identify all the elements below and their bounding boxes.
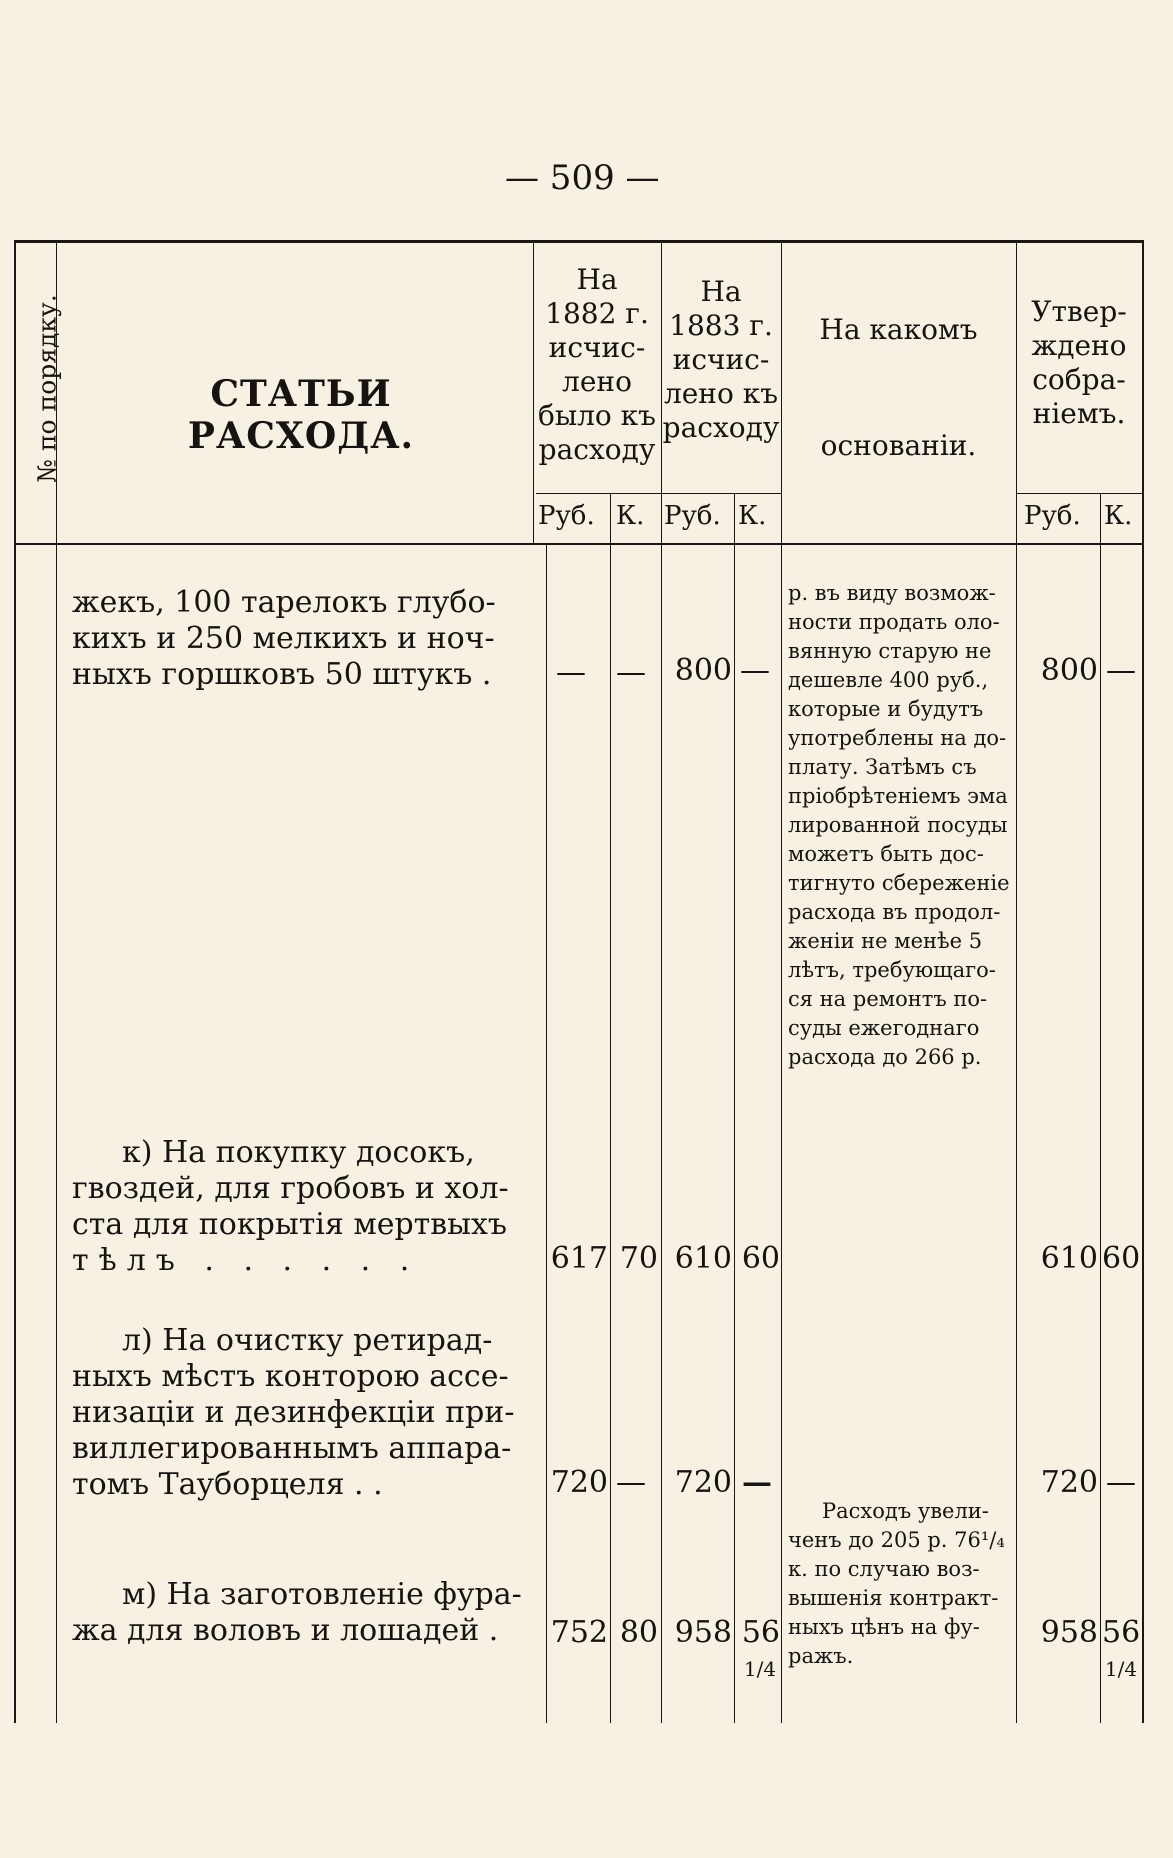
amount-approved-kop: — (1106, 653, 1136, 688)
amount-1883-kop: — (740, 653, 770, 688)
amount-1882-rub: — (556, 655, 586, 690)
column-header-approved: Утвер- ждено собра- ніемъ. (1031, 295, 1127, 430)
amount-1883-rub: 720 (674, 1465, 732, 1500)
amount-1882-kop: 70 (619, 1241, 658, 1276)
amount-1882-rub: 752 (550, 1615, 608, 1650)
amount-approved-rub: 610 (1040, 1241, 1098, 1276)
table-row-text: м) На заготовленіе фура- жа для воловъ и лошадей . (72, 1577, 522, 1648)
unit-kop-1882: К. (616, 501, 645, 531)
unit-rub-1883: Руб. (664, 501, 721, 531)
column-header-1883: На 1883 г. исчис- лено къ расходу (662, 275, 780, 444)
amount-1883-rub: 800 (674, 653, 732, 688)
amount-1883-kop-fraction: 1/4 (743, 1657, 777, 1681)
column-header-basis-bottom: основаніи. (820, 429, 977, 462)
amount-1883-rub: 610 (674, 1241, 732, 1276)
amount-approved-rub: 958 (1040, 1615, 1098, 1650)
amount-1882-kop: 80 (619, 1615, 658, 1650)
table-row-text: к) На покупку досокъ, гвоздей, для гробовъ и хол- ста для покрытія мертвыхъ тѣлъ . . . . . . (72, 1135, 509, 1278)
column-header-basis: На какомъ (819, 313, 978, 346)
amount-approved-rub: 720 (1040, 1465, 1098, 1500)
unit-rub-approved: Руб. (1024, 501, 1081, 531)
table-row-text: л) На очистку ретирад- ныхъ мѣстъ конторою ассе- низаціи и дезинфекціи при- виллегированнымъ аппара- томъ Тауборцеля . . (72, 1323, 515, 1502)
amount-approved-kop: — (1106, 1465, 1136, 1500)
amount-1882-kop: — (616, 1465, 646, 1500)
column-header-items: СТАТЬИ РАСХОДА. (187, 373, 415, 457)
amount-1882-rub: 720 (550, 1465, 608, 1500)
amount-1883-kop: 60 (741, 1241, 780, 1276)
table-row-text: жекъ, 100 тарелокъ глубо- кихъ и 250 мелкихъ и ноч- ныхъ горшковъ 50 штукъ . (72, 585, 496, 692)
amount-1882-kop: — (616, 655, 646, 690)
page-number: — 509 — (505, 158, 660, 198)
amount-1883-kop: — (742, 1465, 772, 1500)
column-header-number: № по порядку. (32, 293, 62, 483)
unit-rub-1882: Руб. (538, 501, 595, 531)
expense-table (14, 240, 1144, 1723)
amount-1882-rub: 617 (550, 1241, 608, 1276)
column-header-1882: На 1882 г. исчис- лено было къ расходу (537, 263, 656, 466)
unit-kop-1883: К. (738, 501, 767, 531)
amount-approved-kop: 56 (1102, 1615, 1141, 1650)
amount-approved-kop-fraction: 1/4 (1104, 1657, 1138, 1681)
basis-note: р. въ виду возмож- ности продать оло- вянную старую не дешевле 400 руб., которые и будутъ употреблены на до- плату. Затѣмъ съ пріобрѣтеніемъ эма лированной посуды можетъ быть дос- тигнуто сбереженіе расхода въ продол- женіи не менѣе 5 лѣтъ, требующаго- ся на ремонтъ по- суды ежегоднаго расхода до 266 р. (788, 581, 1010, 1069)
amount-approved-rub: 800 (1040, 653, 1098, 688)
amount-approved-kop: 60 (1102, 1241, 1141, 1276)
amount-1883-kop: 56 (741, 1615, 780, 1650)
unit-kop-approved: К. (1104, 501, 1133, 531)
amount-1883-rub: 958 (674, 1615, 732, 1650)
basis-note: Расходъ увели- ченъ до 205 р. 76¹/₄ к. по случаю воз- вышенія контракт- ныхъ цѣнъ на фу- ражъ. (788, 1499, 1005, 1668)
